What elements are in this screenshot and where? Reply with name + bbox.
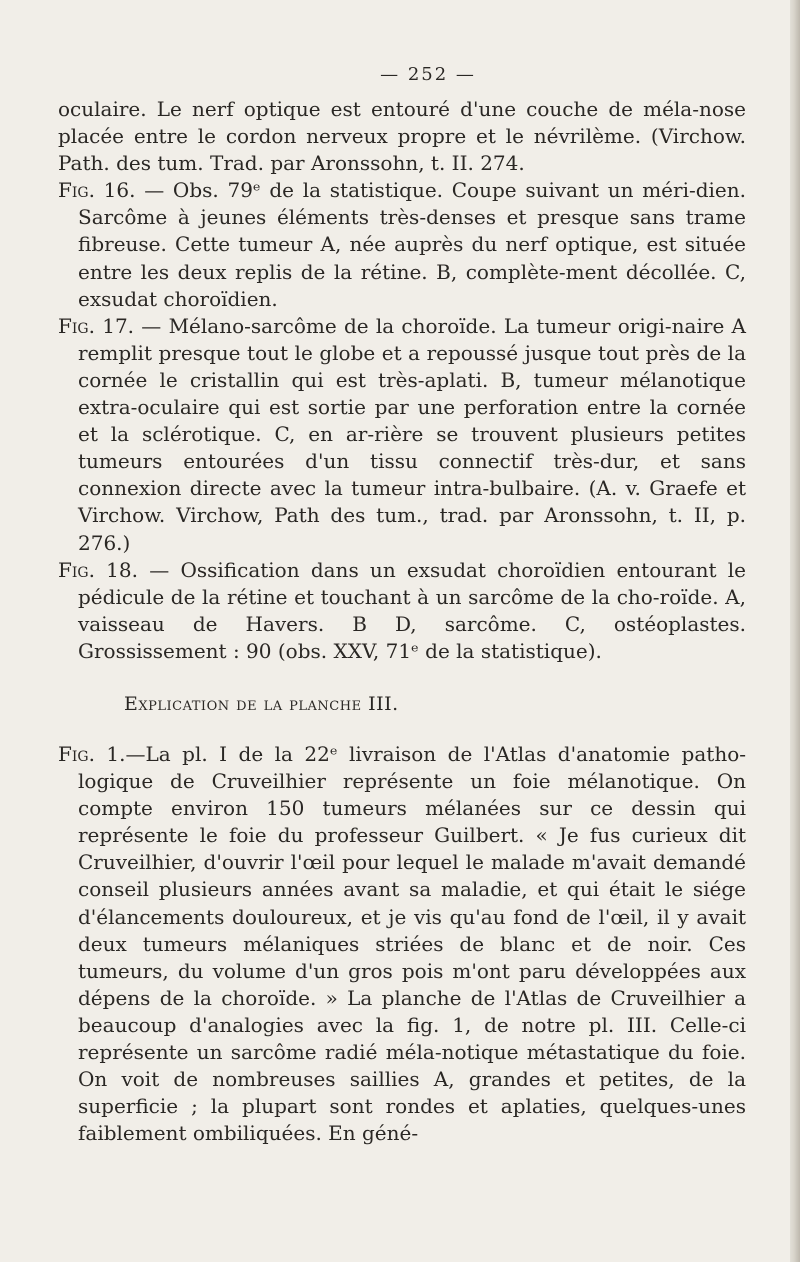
page-number: — 252 — [380, 64, 476, 85]
figure-label: Fig. [58, 741, 95, 766]
page-edge-shadow [790, 0, 800, 1262]
figure-label: Fig. [58, 557, 95, 582]
paragraph-text: 1.—La pl. I de la 22ᵉ livraison de l'Atlas d'anatomie patho-logique de Cruveilhier représente un foie mélanotique. On compte environ 150 tumeurs mélanées sur ce dessin qui représente le foie du professeur Guilbert. « Je fus curieux dit Cruveilhier, d'ouvrir l'œil pour lequel le malade m'avait demandé conseil plusieurs années avant sa maladie, et qui était le siége d'élancements douloureux, et je vis qu'au fond de l'œil, il y avait deux tumeurs mélaniques striées de blanc et de noir. Ces tumeurs, du volume d'un gros pois m'ont paru développées aux dépens de la choroïde. » La planche de l'Atlas de Cruveilhier a beaucoup d'analogies avec la fig. 1, de notre pl. III. Celle-ci représente un sarcôme radié méla-notique métastatique du foie. On voit de nombreuses saillies A, grandes et petites, de la superficie ; la plupart sont rondes et aplaties, quelques-unes faiblement ombiliquées. En géné- [78, 741, 746, 1146]
paragraph-continued [58, 96, 746, 177]
plate-figure-1-caption [58, 741, 746, 1147]
paragraph-text: 16. — Obs. 79ᵉ de la statistique. Coupe suivant un méri-dien. Sarcôme à jeunes éléments très-denses et presque sans trame fibreuse. Cette tumeur A, née auprès du nerf optique, est située entre les deux replis de la rétine. B, complète-ment décollée. C, exsudat choroïdien. [78, 178, 746, 311]
figure-18-caption [58, 557, 746, 665]
section-heading: Explication de la planche III. [124, 692, 399, 715]
section-body [58, 741, 746, 1147]
text-block [58, 62, 746, 1147]
paragraph-text: oculaire. Le nerf optique est entouré d'une couche de méla-nose placée entre le cordon nerveux propre et le névrilème. (Virchow. Path. des tum. Trad. par Aronssohn, t. II. 274. [58, 97, 746, 176]
paragraph-text: 18. — Ossification dans un exsudat choroïdien entourant le pédicule de la rétine et touchant à un sarcôme de la cho-roïde. A, vaisseau de Havers. B D, sarcôme. C, ostéoplastes. Grossissement : 90 (obs. XXV, 71ᵉ de la statistique). [78, 557, 746, 663]
paragraph-text: 17. — Mélano-sarcôme de la choroïde. La tumeur origi-naire A remplit presque tout le globe et a repoussé jusque tout près de la cornée le cristallin qui est très-aplati. B, tumeur mélanotique extra-oculaire qui est sortie par une perforation entre la cornée et la sclérotique. C, en ar-rière se trouvent plusieurs petites tumeurs entourées d'un tissu connectif très-dur, et sans connexion directe avec la tumeur intra-bulbaire. (A. v. Graefe et Virchow. Virchow, Path des tum., trad. par Aronssohn, t. II, p. 276.) [78, 313, 746, 555]
figure-17-caption [58, 313, 746, 557]
figure-label: Fig. [58, 178, 95, 203]
figure-label: Fig. [58, 313, 95, 338]
figure-16-caption [58, 177, 746, 312]
